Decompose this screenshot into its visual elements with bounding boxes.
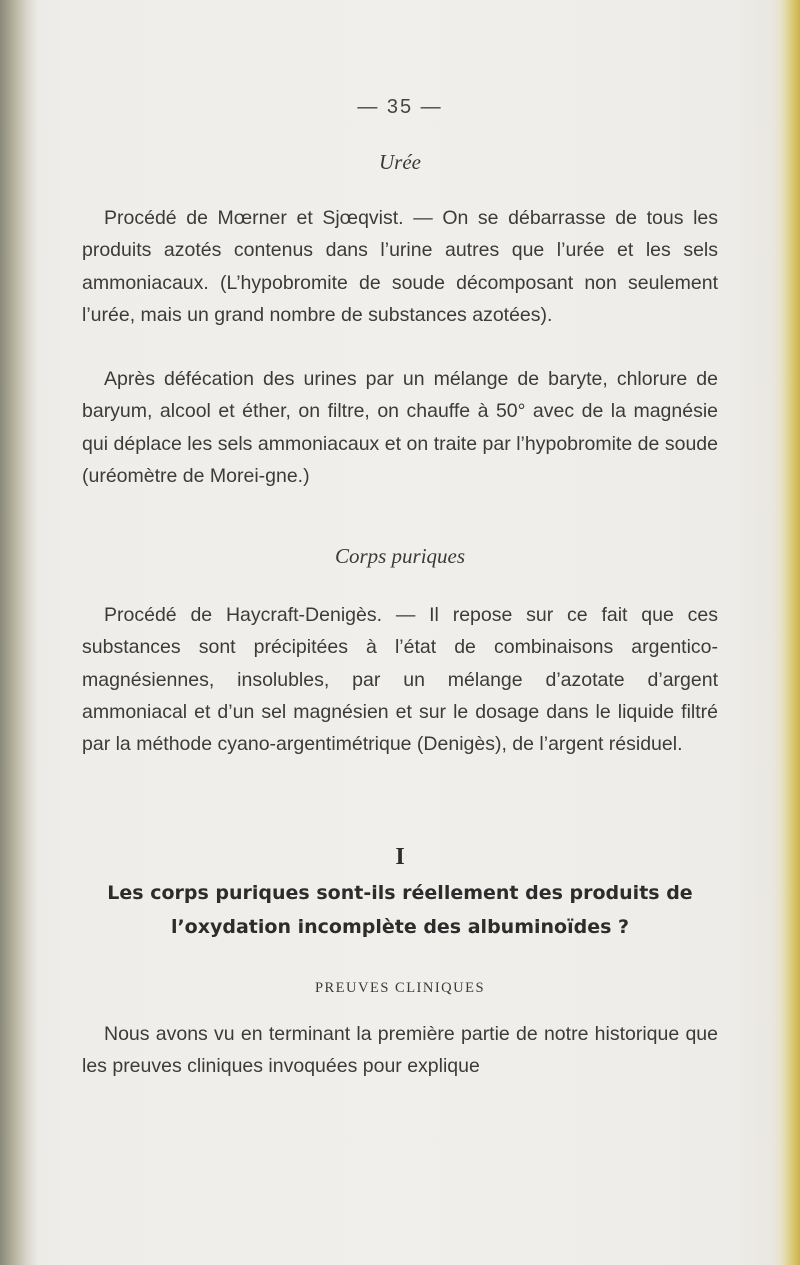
paragraph-nous-avons-text: Nous avons vu en terminant la première partie de notre historique que les preuves cliniques invoquées pour explique — [82, 1023, 718, 1078]
section-title: Les corps puriques sont-ils réellement des produits de l’oxydation incomplète des albuminoïdes ? — [107, 882, 693, 938]
page-left-edge — [0, 0, 38, 1265]
page-right-edge — [772, 0, 800, 1265]
page-number: — 35 — — [357, 96, 443, 118]
paragraph-moerner — [82, 202, 718, 331]
heading-corps-puriques: Corps puriques — [334, 544, 466, 568]
paragraph-defecation — [82, 363, 718, 492]
paragraph-nous-avons — [82, 1018, 718, 1083]
paragraph-haycraft — [82, 599, 718, 760]
paragraph-haycraft-text: Procédé de Haycraft-Denigès. — Il repose sur ce fait que ces substances sont précipitées à l’état de combinaisons argentico-magnésiennes, insolubles, par un mélange d’azotate d’argent ammoniacal et d’un sel magnésien et sur le dosage dans le liquide filtré par la méthode cyano-argentimétrique (Denigès), de l’argent résiduel. — [82, 604, 718, 756]
subheading-preuves: PREUVES CLINIQUES — [314, 980, 486, 996]
section-numeral: I — [395, 844, 405, 870]
paragraph-defecation-text: Après défécation des urines par un mélange de baryte, chlorure de baryum, alcool et éther, on filtre, on chauffe à 50° avec de la magnésie qui déplace les sels ammoniacaux et on traite par l’hypobromite de soude (uréomètre de Morei-gne.) — [82, 368, 718, 487]
heading-uree: Urée — [379, 150, 421, 174]
paragraph-moerner-text: Procédé de Mœrner et Sjœqvist. — On se débarrasse de tous les produits azotés contenus dans l’urine autres que l’urée et les sels ammoniacaux. (L’hypobromite de soude décomposant non seulement l’urée, mais un grand nombre de substances azotées). — [82, 207, 718, 326]
